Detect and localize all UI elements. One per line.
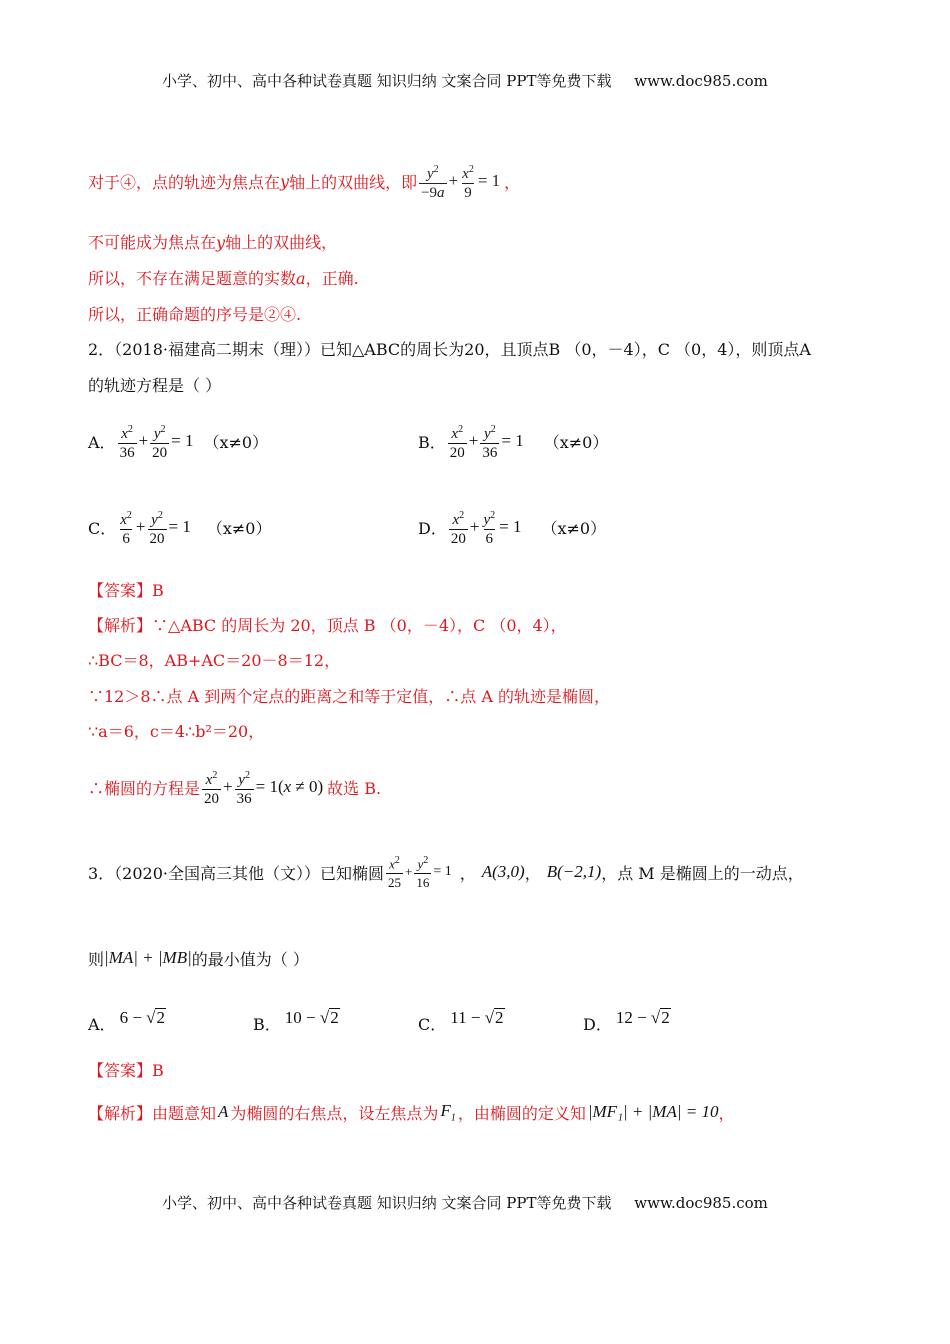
- q3-option-b[interactable]: B． 10 − √2: [253, 1008, 339, 1034]
- point-b: B(−2,1): [546, 862, 602, 881]
- q3-answer: 【答案】B: [88, 1061, 164, 1080]
- q3-analysis-line1: 【解析】 由题意知 A 为椭圆的右焦点，设左焦点为 $F_1$ ，由椭圆的定义知 |MF₁| + |MA| = 10 ，: [88, 1100, 735, 1124]
- q3-option-c[interactable]: C． 11 − √2: [418, 1008, 504, 1034]
- q2-analysis-line2: ∴BC＝8，AB+AC＝20－8＝12，: [88, 651, 341, 670]
- ma-mb-expr: |MA| + |MB|: [104, 948, 192, 967]
- page-footer: [162, 1192, 768, 1213]
- footer-url[interactable]: www.doc985.com: [634, 1194, 768, 1212]
- q2-stem-line1: 2．（2018·福建高二期末（理））已知△ABC的周长为20，且顶点B （0，－4），C （0，4），则顶点A: [88, 340, 811, 359]
- q2-stem-line2: 的轨迹方程是（ ）: [88, 376, 222, 395]
- prev-solution-line3: 所以，不存在满足题意的实数a，正确.: [88, 269, 359, 288]
- point-a: A(3,0): [481, 862, 525, 881]
- q3-option-d[interactable]: D． 12 − √2: [583, 1008, 670, 1034]
- hyperbola-eq-term2: $\frac{x^2}{9}$: [462, 163, 474, 201]
- q3-option-a[interactable]: A． 6 − √2: [88, 1008, 165, 1034]
- q2-option-c[interactable]: C． $\frac{x^2}{6}$ + $\frac{y^2}{20}$ = 1 （x≠0）: [88, 509, 272, 547]
- q3-stem-line1: 3．（2020·全国高三其他（文））已知椭圆 $\frac{x^2}{25}$ + $\frac{y^2}{16}$ = 1 ， A(3,0) ， B(−2,1) ，点 M 是椭圆上的一动点，: [88, 854, 804, 891]
- prev-solution-line1: 对于④，点的轨迹为焦点在 y 轴上的双曲线，即 $\frac{y^2}{-9a}$ + $\frac{x^2}{9}$ = 1 ，: [88, 146, 520, 216]
- prev-solution-line4: 所以，正确命题的序号是②④.: [88, 305, 302, 324]
- q2-analysis-line5: ∴椭圆的方程是 $\frac{x^2}{20}$ + $\frac{y^2}{36}$ = 1(x ≠ 0) 故选 B.: [88, 769, 382, 807]
- footer-text: 小学、初中、高中各种试卷真题 知识归纳 文案合同 PPT等免费下载: [162, 1194, 612, 1212]
- header-url[interactable]: www.doc985.com: [634, 72, 768, 90]
- q2-analysis-line4: ∵a＝6，c＝4∴b²＝20，: [88, 722, 265, 741]
- prev-solution-line2: 不可能成为焦点在y轴上的双曲线，: [88, 233, 338, 252]
- q2-answer: 【答案】B: [88, 581, 164, 600]
- q2-option-d[interactable]: D． $\frac{x^2}{20}$ + $\frac{y^2}{6}$ = 1 （x≠0）: [418, 509, 607, 547]
- q2-analysis-line1: 【解析】∵△ABC 的周长为 20，顶点 B （0，－4），C （0，4），: [88, 616, 567, 635]
- q2-analysis-line3: ∵12＞8∴点 A 到两个定点的距离之和等于定值，∴点 A 的轨迹是椭圆，: [88, 687, 610, 706]
- q2-option-b[interactable]: B． $\frac{x^2}{20}$ + $\frac{y^2}{36}$ = 1 （x≠0）: [418, 423, 609, 461]
- mf1-ma-expr: |MF₁| + |MA| = 10: [587, 1102, 719, 1121]
- q2-option-a[interactable]: A． $\frac{x^2}{36}$ + $\frac{y^2}{20}$ = 1 （x≠0）: [88, 423, 269, 461]
- page-header: [162, 70, 768, 91]
- hyperbola-eq-term1: $\frac{y^2}{-9a}$: [421, 163, 445, 201]
- header-text: 小学、初中、高中各种试卷真题 知识归纳 文案合同 PPT等免费下载: [162, 72, 612, 90]
- q3-stem-line2: 则 |MA| + |MB| 的最小值为（ ）: [88, 948, 309, 969]
